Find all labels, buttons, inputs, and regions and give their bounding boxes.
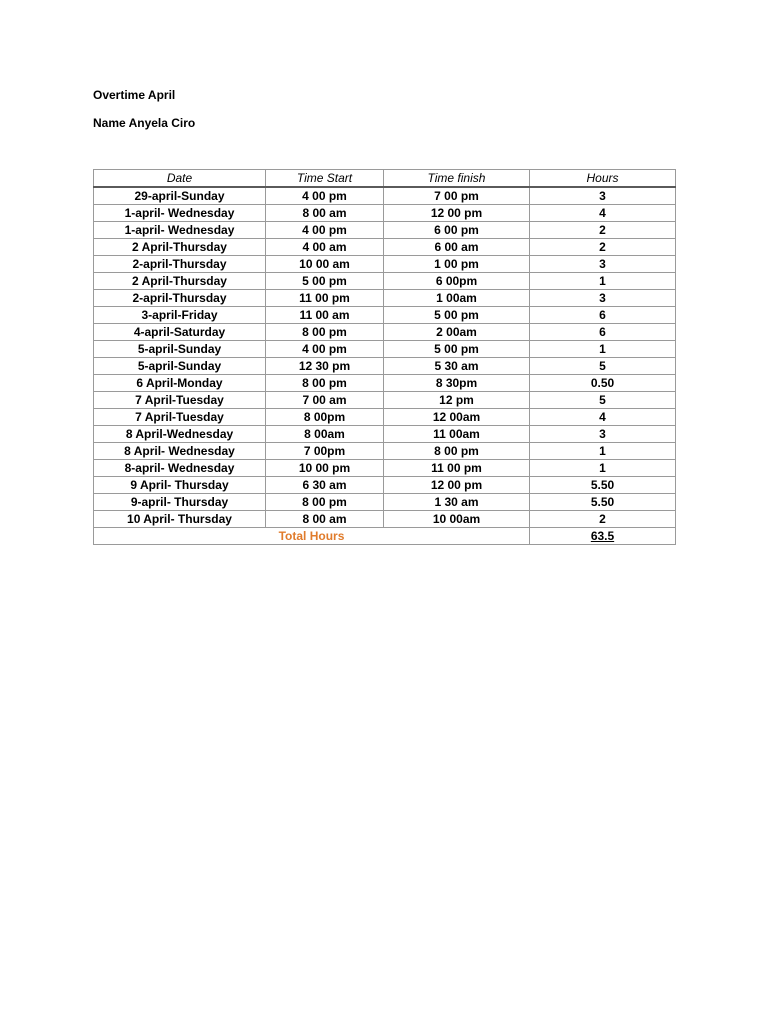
cell-date: 9-april- Thursday: [94, 494, 266, 511]
cell-time-start: 12 30 pm: [266, 358, 384, 375]
cell-time-finish: 1 30 am: [384, 494, 530, 511]
table-row: [94, 290, 676, 307]
cell-date: 6 April-Monday: [94, 375, 266, 392]
cell-time-start: 11 00 pm: [266, 290, 384, 307]
cell-time-finish: 6 00 pm: [384, 222, 530, 239]
cell-hours: 1: [530, 460, 676, 477]
cell-time-start: 8 00pm: [266, 409, 384, 426]
cell-time-start: 5 00 pm: [266, 273, 384, 290]
cell-time-finish: 5 30 am: [384, 358, 530, 375]
cell-time-start: 10 00 am: [266, 256, 384, 273]
cell-time-start: 4 00 pm: [266, 187, 384, 205]
cell-hours: 4: [530, 409, 676, 426]
cell-time-finish: 10 00am: [384, 511, 530, 528]
cell-date: 2-april-Thursday: [94, 290, 266, 307]
cell-time-finish: 8 30pm: [384, 375, 530, 392]
cell-date: 8 April-Wednesday: [94, 426, 266, 443]
cell-hours: 5: [530, 358, 676, 375]
cell-date: 2 April-Thursday: [94, 239, 266, 256]
document-title: Overtime April: [93, 88, 176, 102]
cell-time-start: 4 00 am: [266, 239, 384, 256]
cell-date: 8 April- Wednesday: [94, 443, 266, 460]
cell-time-start: 7 00pm: [266, 443, 384, 460]
cell-hours: 6: [530, 307, 676, 324]
table-row: [94, 511, 676, 528]
table-row: [94, 494, 676, 511]
cell-hours: 2: [530, 511, 676, 528]
table-row: [94, 205, 676, 222]
table-row: [94, 443, 676, 460]
header-hours: Hours: [530, 170, 676, 188]
table-row: [94, 426, 676, 443]
overtime-table: [93, 169, 676, 545]
table-body: [94, 187, 676, 528]
table-row: [94, 409, 676, 426]
cell-time-start: 8 00 am: [266, 205, 384, 222]
table-row: [94, 273, 676, 290]
table-row: [94, 460, 676, 477]
cell-time-finish: 6 00pm: [384, 273, 530, 290]
cell-hours: 0.50: [530, 375, 676, 392]
total-hours-value: 63.5: [530, 528, 676, 545]
table-row: [94, 341, 676, 358]
cell-time-start: 7 00 am: [266, 392, 384, 409]
cell-time-start: 4 00 pm: [266, 222, 384, 239]
cell-time-start: 6 30 am: [266, 477, 384, 494]
header-time-finish: Time finish: [384, 170, 530, 188]
cell-time-start: 11 00 am: [266, 307, 384, 324]
table-row: [94, 187, 676, 205]
cell-date: 29-april-Sunday: [94, 187, 266, 205]
cell-time-start: 8 00 am: [266, 511, 384, 528]
cell-time-start: 8 00 pm: [266, 375, 384, 392]
cell-hours: 5: [530, 392, 676, 409]
header-date: Date: [94, 170, 266, 188]
cell-date: 9 April- Thursday: [94, 477, 266, 494]
cell-time-start: 10 00 pm: [266, 460, 384, 477]
cell-hours: 1: [530, 443, 676, 460]
cell-time-finish: 1 00 pm: [384, 256, 530, 273]
cell-date: 2-april-Thursday: [94, 256, 266, 273]
table-row: [94, 239, 676, 256]
cell-hours: 6: [530, 324, 676, 341]
table-row: [94, 222, 676, 239]
table-row: [94, 358, 676, 375]
table-row: [94, 256, 676, 273]
cell-date: 7 April-Tuesday: [94, 409, 266, 426]
table-row: [94, 307, 676, 324]
cell-date: 7 April-Tuesday: [94, 392, 266, 409]
cell-time-finish: 6 00 am: [384, 239, 530, 256]
total-hours-label: Total Hours: [94, 528, 530, 545]
cell-hours: 3: [530, 187, 676, 205]
table-header-row: [94, 170, 676, 188]
cell-hours: 4: [530, 205, 676, 222]
cell-time-finish: 7 00 pm: [384, 187, 530, 205]
cell-time-finish: 12 pm: [384, 392, 530, 409]
cell-date: 1-april- Wednesday: [94, 205, 266, 222]
cell-date: 1-april- Wednesday: [94, 222, 266, 239]
cell-time-start: 4 00 pm: [266, 341, 384, 358]
cell-date: 5-april-Sunday: [94, 358, 266, 375]
cell-time-finish: 11 00am: [384, 426, 530, 443]
cell-time-finish: 1 00am: [384, 290, 530, 307]
total-row: [94, 528, 676, 545]
cell-time-finish: 8 00 pm: [384, 443, 530, 460]
cell-hours: 3: [530, 426, 676, 443]
cell-date: 4-april-Saturday: [94, 324, 266, 341]
table-row: [94, 375, 676, 392]
cell-hours: 5.50: [530, 494, 676, 511]
cell-hours: 2: [530, 239, 676, 256]
cell-hours: 1: [530, 341, 676, 358]
cell-time-start: 8 00 pm: [266, 494, 384, 511]
cell-date: 10 April- Thursday: [94, 511, 266, 528]
cell-time-finish: 5 00 pm: [384, 341, 530, 358]
cell-hours: 1: [530, 273, 676, 290]
cell-time-finish: 12 00 pm: [384, 205, 530, 222]
cell-time-finish: 5 00 pm: [384, 307, 530, 324]
cell-time-start: 8 00 pm: [266, 324, 384, 341]
table-row: [94, 477, 676, 494]
cell-time-finish: 12 00am: [384, 409, 530, 426]
cell-time-finish: 12 00 pm: [384, 477, 530, 494]
cell-hours: 3: [530, 290, 676, 307]
cell-hours: 5.50: [530, 477, 676, 494]
cell-date: 5-april-Sunday: [94, 341, 266, 358]
cell-time-finish: 2 00am: [384, 324, 530, 341]
cell-hours: 2: [530, 222, 676, 239]
table-row: [94, 392, 676, 409]
employee-name-line: Name Anyela Ciro: [93, 116, 196, 130]
table-row: [94, 324, 676, 341]
header-time-start: Time Start: [266, 170, 384, 188]
cell-date: 2 April-Thursday: [94, 273, 266, 290]
cell-date: 3-april-Friday: [94, 307, 266, 324]
cell-hours: 3: [530, 256, 676, 273]
cell-date: 8-april- Wednesday: [94, 460, 266, 477]
cell-time-finish: 11 00 pm: [384, 460, 530, 477]
cell-time-start: 8 00am: [266, 426, 384, 443]
